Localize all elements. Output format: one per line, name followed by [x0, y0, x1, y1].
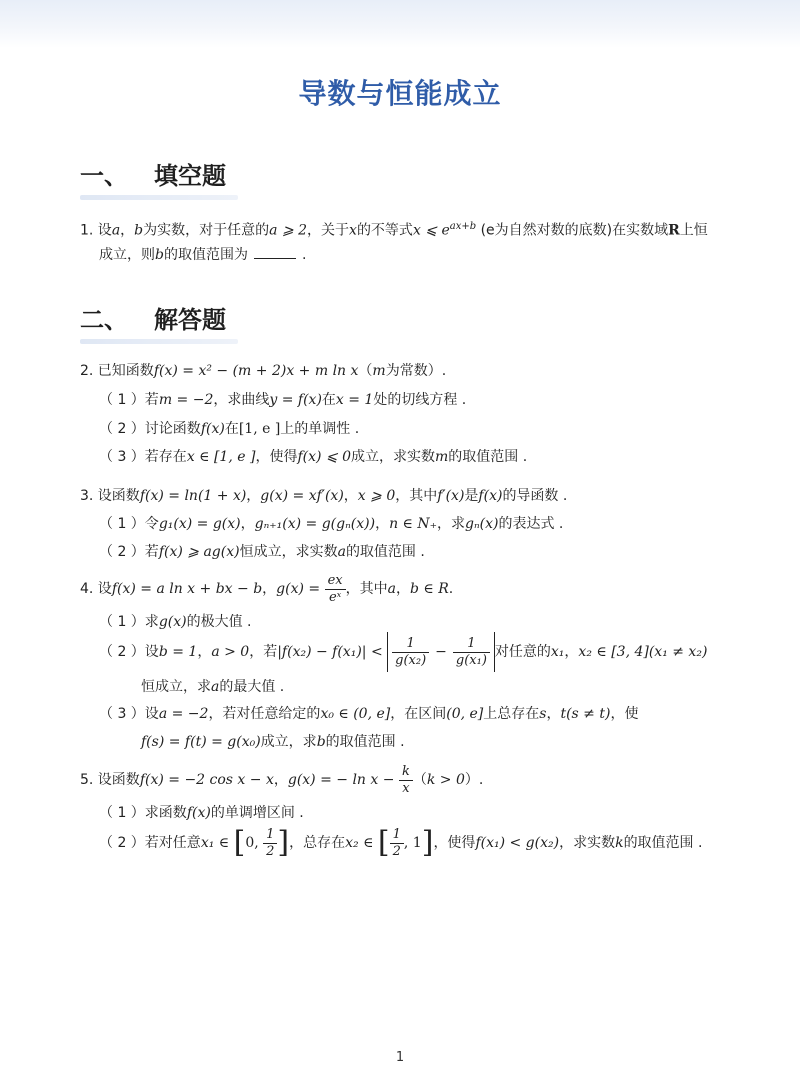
question-4-part-1: （ 1 ）求g(x)的极大值 .: [99, 614, 252, 630]
section-underline: [80, 339, 238, 344]
page-number: 1: [395, 1050, 405, 1065]
section-number: 一、: [80, 162, 128, 190]
absolute-value-expression: $\frac{1}{\text{g(x₂)}}$ − $\frac{1}{\text{g(x₁)}}$: [387, 632, 495, 672]
question-2-stem: 2. 已知函数f(x) = x² − (m + 2)x + m ln x（m为常数）.: [80, 363, 447, 379]
question-2-part-1: （ 1 ）若m = −2，求曲线y = f(x)在x = 1处的切线方程 .: [99, 392, 467, 408]
question-5-part-1: （ 1 ）求函数f(x)的单调增区间 .: [99, 805, 304, 821]
question-3-part-2: （ 2 ）若f(x) ⩾ ag(x)恒成立，求实数a的取值范围 .: [99, 544, 425, 560]
question-1-line-2: 成立，则b的取值范围为 .: [99, 247, 307, 263]
question-5-stem: 5. 设函数f(x) = −2 cos x − x，g(x) = − ln x − $\frac{k}{x}$ （k > 0）.: [80, 763, 484, 796]
fraction: $\frac{ex}{\text{eˣ}}$: [325, 573, 346, 606]
question-4-part-3: （ 3 ）设a = −2，若对任意给定的x₀ ∈ (0, e]，在区间(0, e]上总存在s，t(s ≠ t)，使: [99, 706, 639, 722]
section-label: 填空题: [154, 162, 226, 190]
question-2-part-3: （ 3 ）若存在x ∈ [1, e ]，使得f(x) ⩽ 0成立，求实数m的取值范围 .: [99, 449, 528, 465]
page-title: 导数与恒能成立: [298, 77, 502, 110]
question-4-part-3-line-2: f(s) = f(t) = g(x₀)成立，求b的取值范围 .: [141, 734, 405, 750]
question-1-line-1: 1. 设a，b为实数，对于任意的a ⩾ 2，关于x的不等式x ⩽ $e^{ax+b}$ (e为自然对数的底数)在实数域R上恒: [80, 221, 708, 239]
fraction: $\frac{k}{x}$: [399, 764, 413, 797]
question-4-stem: 4. 设f(x) = a ln x + bx − b，g(x) = $\frac{ex}{\text{eˣ}}$ ，其中a，b ∈ R.: [80, 572, 454, 605]
question-4-part-2-line-2: 恒成立，求a的最大值 .: [141, 679, 285, 695]
section-heading-fill-blank: [80, 156, 226, 191]
section-heading-solve: [80, 300, 226, 335]
question-2-part-2: （ 2 ）讨论函数f(x)在[1, e ]上的单调性 .: [99, 421, 360, 437]
answer-blank[interactable]: [254, 246, 296, 259]
question-5-part-2: （ 2 ）若对任意x₁ ∈ [0, $\frac{1}{2}$ ]，总存在x₂ ∈ [ $\frac{1}{2}$ , 1]，使得f(x₁) < g(x₂)，求实数k的取值范围 .: [99, 825, 703, 860]
section-number: 二、: [80, 306, 128, 334]
section-underline: [80, 195, 238, 200]
question-3-stem: 3. 设函数f(x) = ln(1 + x)，g(x) = xf′(x)，x ⩾ 0，其中f′(x)是f(x)的导函数 .: [80, 488, 568, 504]
question-3-part-1: （ 1 ）令g₁(x) = g(x)，gₙ₊₁(x) = g(gₙ(x))，n ∈ N₊，求gₙ(x)的表达式 .: [99, 516, 564, 532]
question-4-part-2: （ 2 ）设b = 1，a > 0，若|f(x₂) − f(x₁)| < $\frac{1}{\text{g(x₂)}}$ − $\frac{1}{\text{g(x₁)}}$ 对任意的x₁，x₂ ∈ [3, 4](x₁ ≠ x₂): [99, 632, 707, 672]
section-label: 解答题: [154, 306, 226, 334]
page-header-band: [0, 0, 800, 48]
